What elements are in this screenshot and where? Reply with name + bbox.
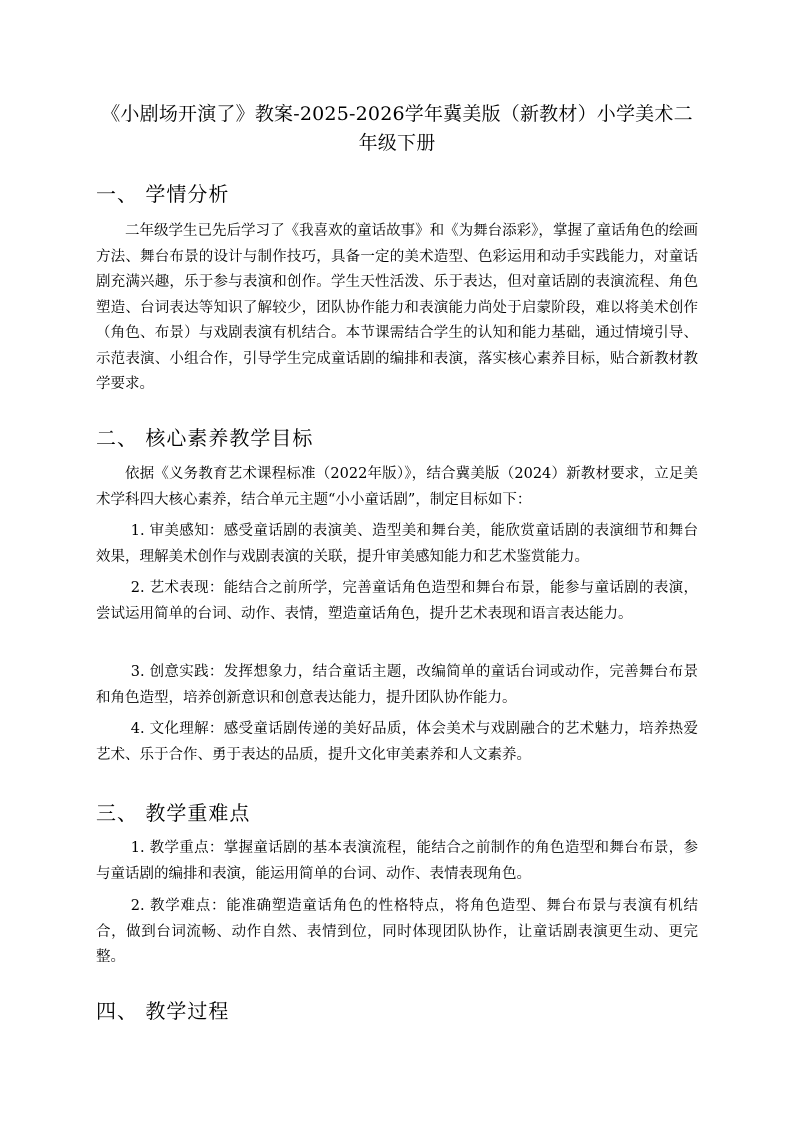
objective-item-3: 3. 创意实践：发挥想象力，结合童话主题，改编简单的童话台词或动作，完善舞台布景和角色造型，培养创新意识和创意表达能力，提升团队协作能力。 [96,664,698,706]
document-title: 《小剧场开演了》教案-2025-2026学年冀美版（新教材）小学美术二年级下册 [101,103,693,154]
objective-item-1: 1. 审美感知：感受童话剧的表演美、造型美和舞台美，能欣赏童话剧的表演细节和舞台效果，理解美术创作与戏剧表演的关联，提升审美感知能力和艺术鉴赏能力。 [96,523,698,565]
objective-item-2: 2. 艺术表现：能结合之前所学，完善童话角色造型和舞台布景，能参与童话剧的表演，尝试运用简单的台词、动作、表情，塑造童话角色，提升艺术表现和语言表达能力。 [96,580,698,622]
section-heading-3: 三、 教学重难点 [96,801,251,825]
objective-item-4: 4. 文化理解：感受童话剧传递的美好品质，体会美术与戏剧融合的艺术魅力，培养热爱艺术、乐于合作、勇于表达的品质，提升文化审美素养和人文素养。 [96,721,698,763]
section-heading-4: 四、 教学过程 [96,999,230,1023]
key-point-item-1: 1. 教学重点：掌握童话剧的基本表演流程，能结合之前制作的角色造型和舞台布景，参与童话剧的编排和表演，能运用简单的台词、动作、表情表现角色。 [96,840,698,882]
key-point-item-2: 2. 教学难点：能准确塑造童话角色的性格特点，将角色造型、舞台布景与表演有机结合，做到台词流畅、动作自然、表情到位，同时体现团队协作，让童话剧表演更生动、更完整。 [96,898,698,965]
section-1-paragraph: 二年级学生已先后学习了《我喜欢的童话故事》和《为舞台添彩》，掌握了童话角色的绘画方法、舞台布景的设计与制作技巧，具备一定的美术造型、色彩运用和动手实践能力，对童话剧充满兴趣，乐于参与表演和创作。学生天性活泼、乐于表达，但对童话剧的表演流程、角色塑造、台词表达等知识了解较少，团队协作能力和表演能力尚处于启蒙阶段，难以将美术创作（角色、布景）与戏剧表演有机结合。本节课需结合学生的认知和能力基础，通过情境引导、示范表演、小组合作，引导学生完成童话剧的编排和表演，落实核心素养目标，贴合新教材教学要求。 [96,223,698,392]
section-heading-2: 二、 核心素养教学目标 [96,426,314,450]
section-heading-1: 一、 学情分析 [96,182,230,206]
section-2-intro: 依据《义务教育艺术课程标准（2022年版）》，结合冀美版（2024）新教材要求，立足美术学科四大核心素养，结合单元主题“小小童话剧”，制定目标如下： [96,466,698,508]
